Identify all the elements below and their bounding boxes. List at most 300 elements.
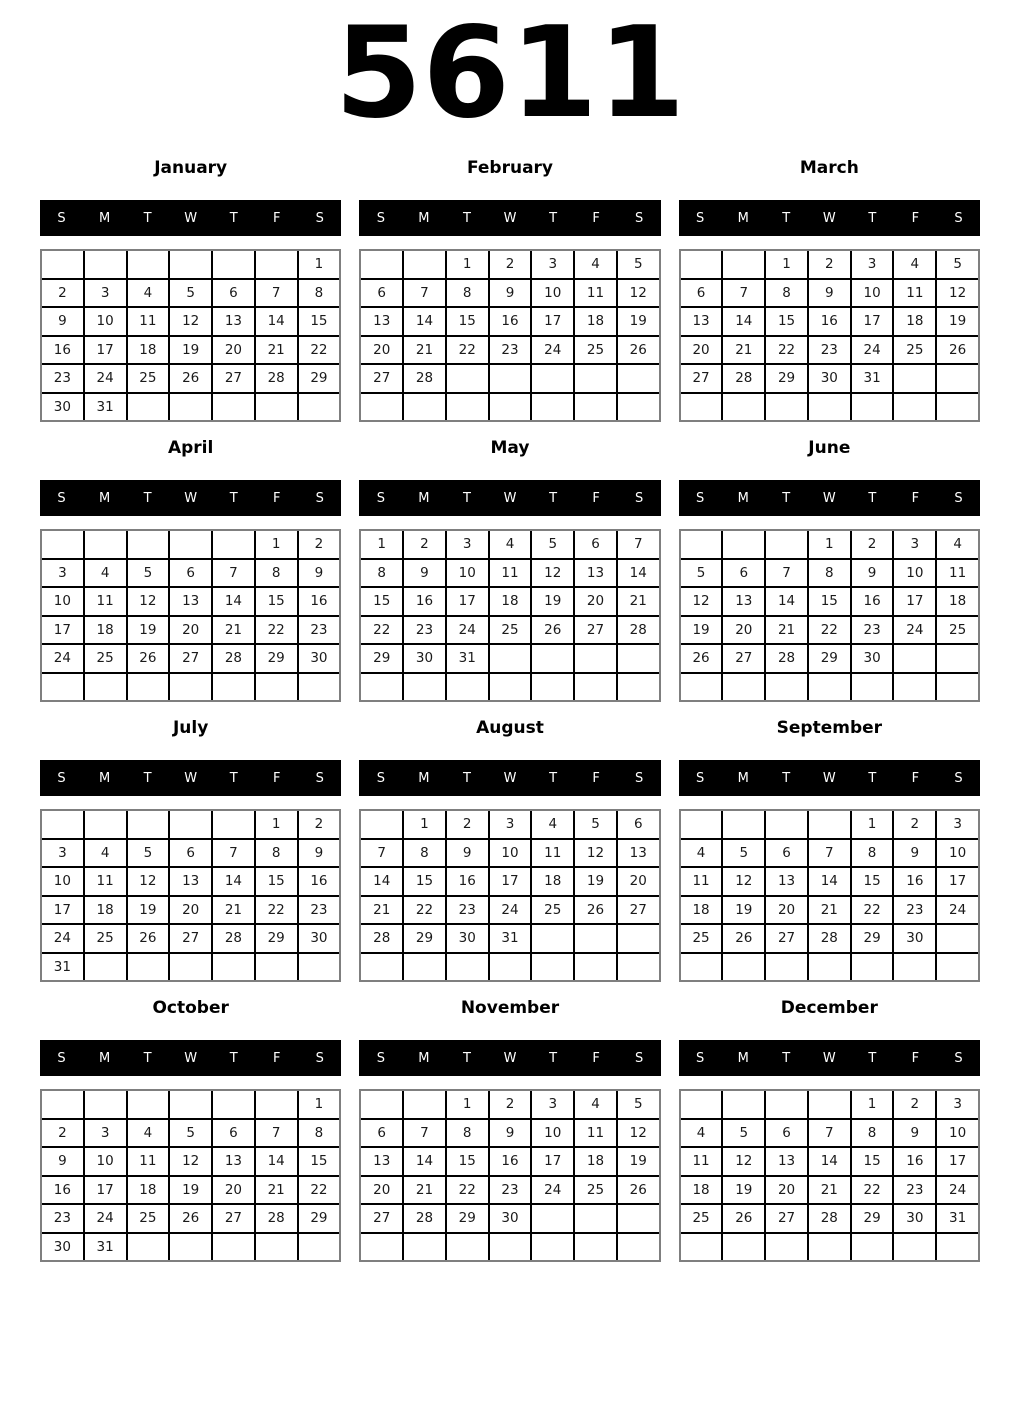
day-cell: 14 — [809, 1148, 850, 1175]
day-cell: 20 — [766, 1177, 807, 1204]
day-cell: 17 — [42, 617, 83, 644]
day-cell: 28 — [618, 617, 659, 644]
day-cell: 25 — [532, 897, 573, 924]
day-cell: 21 — [809, 1177, 850, 1204]
day-cell: 9 — [299, 560, 340, 587]
day-cell-empty — [85, 954, 126, 981]
day-cell: 22 — [299, 337, 340, 364]
day-cell: 22 — [809, 617, 850, 644]
day-cell: 9 — [404, 560, 445, 587]
day-cell: 26 — [723, 1205, 764, 1232]
day-cell: 29 — [256, 645, 297, 672]
weekday-label: F — [592, 770, 600, 786]
day-cell: 23 — [852, 617, 893, 644]
day-cell: 9 — [299, 840, 340, 867]
day-cell: 31 — [85, 1234, 126, 1261]
months-grid — [40, 156, 980, 1262]
day-cell: 27 — [681, 365, 722, 392]
day-cell: 11 — [85, 588, 126, 615]
day-cell-empty — [361, 251, 402, 278]
day-cell: 5 — [723, 1120, 764, 1147]
day-cell: 2 — [490, 1091, 531, 1118]
month-block — [679, 436, 980, 702]
day-cell: 13 — [361, 1148, 402, 1175]
day-cell: 2 — [42, 280, 83, 307]
day-cell: 28 — [809, 925, 850, 952]
day-cell: 11 — [937, 560, 978, 587]
day-cell: 9 — [894, 1120, 935, 1147]
day-cell: 15 — [299, 308, 340, 335]
day-cell: 3 — [490, 811, 531, 838]
weekday-label: M — [418, 490, 430, 506]
day-cell: 18 — [575, 1148, 616, 1175]
weekday-label: M — [418, 210, 430, 226]
day-cell: 28 — [256, 365, 297, 392]
weekday-label: T — [143, 210, 152, 226]
day-grid — [361, 1091, 658, 1260]
day-cell: 16 — [42, 337, 83, 364]
day-cell: 4 — [894, 251, 935, 278]
day-cell: 17 — [532, 1148, 573, 1175]
day-cell-empty — [170, 1091, 211, 1118]
day-cell: 25 — [85, 925, 126, 952]
day-cell-empty — [447, 954, 488, 981]
day-cell-empty — [575, 925, 616, 952]
day-cell: 14 — [618, 560, 659, 587]
day-cell: 25 — [128, 365, 169, 392]
day-cell: 10 — [42, 588, 83, 615]
day-cell-empty — [490, 674, 531, 701]
weekday-label: M — [418, 1050, 430, 1066]
day-cell: 4 — [575, 251, 616, 278]
day-cell: 27 — [361, 1205, 402, 1232]
day-cell: 12 — [681, 588, 722, 615]
day-cell-empty — [937, 394, 978, 421]
day-cell: 19 — [618, 1148, 659, 1175]
day-cell: 13 — [766, 868, 807, 895]
day-cell: 6 — [766, 1120, 807, 1147]
weekday-label: T — [868, 490, 877, 506]
day-cell: 1 — [766, 251, 807, 278]
day-cell-empty — [937, 674, 978, 701]
day-cell: 16 — [447, 868, 488, 895]
day-cell-empty — [532, 365, 573, 392]
weekday-label: T — [549, 490, 558, 506]
day-cell-empty — [213, 251, 254, 278]
weekday-label: M — [737, 490, 749, 506]
day-cell: 2 — [894, 1091, 935, 1118]
day-cell: 22 — [256, 617, 297, 644]
day-cell: 6 — [681, 280, 722, 307]
day-cell-empty — [575, 1205, 616, 1232]
day-cell: 11 — [681, 868, 722, 895]
day-cell-empty — [809, 1091, 850, 1118]
day-cell: 24 — [852, 337, 893, 364]
day-cell-empty — [447, 674, 488, 701]
weekday-label: S — [954, 770, 963, 786]
weekday-label: S — [376, 210, 385, 226]
day-cell-empty — [299, 674, 340, 701]
day-cell: 30 — [299, 645, 340, 672]
day-cell: 20 — [361, 337, 402, 364]
day-cell-empty — [404, 954, 445, 981]
day-grid — [361, 251, 658, 420]
weekday-label: F — [911, 770, 920, 786]
day-cell: 13 — [766, 1148, 807, 1175]
day-cell: 17 — [490, 868, 531, 895]
day-cell-empty — [766, 1091, 807, 1118]
day-cell: 12 — [723, 868, 764, 895]
month-calendar — [40, 1089, 341, 1262]
day-grid — [681, 531, 978, 700]
month-title: July — [172, 718, 209, 738]
weekday-label: T — [462, 770, 471, 786]
day-cell-empty — [937, 365, 978, 392]
day-cell: 2 — [852, 531, 893, 558]
day-cell: 17 — [532, 308, 573, 335]
day-cell-empty — [128, 1091, 169, 1118]
day-cell-empty — [894, 674, 935, 701]
day-cell-empty — [809, 811, 850, 838]
day-cell: 6 — [213, 1120, 254, 1147]
weekday-label: S — [57, 490, 66, 506]
day-cell-empty — [128, 531, 169, 558]
day-cell-empty — [852, 1234, 893, 1261]
day-cell: 17 — [852, 308, 893, 335]
day-cell-empty — [575, 365, 616, 392]
weekday-label: F — [911, 490, 920, 506]
day-cell: 3 — [42, 560, 83, 587]
day-cell-empty — [681, 811, 722, 838]
day-cell: 8 — [404, 840, 445, 867]
day-cell: 29 — [766, 365, 807, 392]
day-cell-empty — [490, 954, 531, 981]
day-cell: 25 — [490, 617, 531, 644]
day-cell: 12 — [128, 868, 169, 895]
weekday-label: F — [911, 210, 920, 226]
day-cell-empty — [213, 811, 254, 838]
weekday-label: S — [315, 210, 324, 226]
day-cell-empty — [42, 811, 83, 838]
weekday-header-band — [679, 760, 980, 796]
month-title: June — [808, 438, 851, 458]
day-cell: 19 — [618, 308, 659, 335]
day-cell: 27 — [575, 617, 616, 644]
day-cell: 22 — [766, 337, 807, 364]
day-cell: 30 — [852, 645, 893, 672]
day-cell: 17 — [85, 337, 126, 364]
day-cell-empty — [532, 925, 573, 952]
day-cell-empty — [361, 1234, 402, 1261]
day-cell-empty — [766, 954, 807, 981]
month-calendar — [679, 249, 980, 422]
day-cell-empty — [723, 674, 764, 701]
day-cell-empty — [723, 1234, 764, 1261]
day-cell: 23 — [42, 365, 83, 392]
day-cell: 5 — [170, 1120, 211, 1147]
weekday-label: W — [184, 770, 198, 786]
day-cell-empty — [128, 674, 169, 701]
day-cell: 17 — [447, 588, 488, 615]
day-cell: 17 — [937, 1148, 978, 1175]
weekday-label: S — [696, 210, 705, 226]
day-cell-empty — [447, 394, 488, 421]
day-cell: 19 — [128, 617, 169, 644]
day-cell: 27 — [618, 897, 659, 924]
day-cell: 23 — [490, 1177, 531, 1204]
month-block — [40, 436, 341, 702]
weekday-label: M — [737, 210, 749, 226]
day-cell: 11 — [128, 308, 169, 335]
day-cell: 6 — [361, 1120, 402, 1147]
day-cell: 11 — [490, 560, 531, 587]
day-cell-empty — [299, 1234, 340, 1261]
day-cell: 7 — [256, 1120, 297, 1147]
weekday-label: T — [549, 770, 558, 786]
day-cell: 16 — [42, 1177, 83, 1204]
day-cell: 31 — [42, 954, 83, 981]
day-cell: 18 — [532, 868, 573, 895]
weekday-label: F — [273, 490, 281, 506]
day-cell: 2 — [894, 811, 935, 838]
day-cell: 6 — [170, 840, 211, 867]
day-cell-empty — [937, 645, 978, 672]
day-cell: 17 — [85, 1177, 126, 1204]
day-cell: 15 — [447, 1148, 488, 1175]
day-cell: 23 — [894, 897, 935, 924]
day-cell: 8 — [809, 560, 850, 587]
day-cell: 18 — [85, 617, 126, 644]
weekday-label: F — [592, 490, 600, 506]
day-cell: 3 — [85, 280, 126, 307]
day-cell: 12 — [618, 280, 659, 307]
day-cell-empty — [170, 674, 211, 701]
day-cell: 5 — [128, 840, 169, 867]
day-cell-empty — [723, 394, 764, 421]
day-cell-empty — [852, 954, 893, 981]
day-cell: 27 — [213, 1205, 254, 1232]
day-cell: 14 — [809, 868, 850, 895]
day-cell: 9 — [42, 1148, 83, 1175]
day-cell: 19 — [681, 617, 722, 644]
day-cell: 30 — [299, 925, 340, 952]
day-cell-empty — [723, 954, 764, 981]
day-cell: 27 — [170, 645, 211, 672]
day-cell: 15 — [809, 588, 850, 615]
day-cell: 23 — [42, 1205, 83, 1232]
day-cell: 13 — [618, 840, 659, 867]
day-cell-empty — [894, 394, 935, 421]
weekday-label: T — [462, 1050, 471, 1066]
day-cell: 1 — [256, 811, 297, 838]
day-cell: 17 — [42, 897, 83, 924]
day-cell: 14 — [213, 588, 254, 615]
day-cell-empty — [490, 394, 531, 421]
day-cell: 3 — [937, 811, 978, 838]
day-cell: 29 — [852, 925, 893, 952]
day-cell: 28 — [723, 365, 764, 392]
day-cell: 3 — [532, 251, 573, 278]
day-cell: 12 — [937, 280, 978, 307]
day-cell-empty — [809, 394, 850, 421]
weekday-header-band — [40, 1040, 341, 1076]
day-cell: 20 — [361, 1177, 402, 1204]
day-cell: 2 — [299, 531, 340, 558]
day-cell: 22 — [361, 617, 402, 644]
day-cell: 2 — [490, 251, 531, 278]
weekday-header-band — [359, 480, 660, 516]
day-cell-empty — [299, 954, 340, 981]
day-cell-empty — [85, 811, 126, 838]
day-cell: 26 — [618, 1177, 659, 1204]
weekday-label: W — [184, 1050, 198, 1066]
day-cell: 11 — [85, 868, 126, 895]
day-cell: 30 — [42, 1234, 83, 1261]
day-cell: 20 — [170, 897, 211, 924]
month-block — [679, 156, 980, 422]
day-cell: 21 — [766, 617, 807, 644]
day-cell-empty — [361, 674, 402, 701]
month-title: May — [490, 438, 530, 458]
day-cell: 24 — [532, 1177, 573, 1204]
month-title: November — [460, 998, 560, 1018]
day-cell: 10 — [852, 280, 893, 307]
day-cell: 19 — [170, 1177, 211, 1204]
day-cell: 22 — [404, 897, 445, 924]
day-cell-empty — [213, 674, 254, 701]
day-cell: 3 — [894, 531, 935, 558]
month-block — [359, 716, 660, 982]
day-cell: 29 — [299, 1205, 340, 1232]
day-cell: 29 — [299, 365, 340, 392]
day-cell: 4 — [681, 840, 722, 867]
weekday-label: T — [868, 210, 877, 226]
weekday-header-band — [359, 760, 660, 796]
weekday-label: W — [503, 770, 517, 786]
day-cell: 23 — [404, 617, 445, 644]
weekday-label: S — [954, 490, 963, 506]
day-cell: 11 — [894, 280, 935, 307]
weekday-label: S — [315, 490, 324, 506]
weekday-label: T — [229, 1050, 238, 1066]
weekday-header-band — [359, 200, 660, 236]
day-cell: 7 — [618, 531, 659, 558]
day-cell: 4 — [128, 280, 169, 307]
day-cell: 9 — [42, 308, 83, 335]
day-cell-empty — [681, 1091, 722, 1118]
day-cell: 24 — [447, 617, 488, 644]
day-cell: 27 — [766, 1205, 807, 1232]
weekday-label: W — [822, 210, 836, 226]
day-cell: 5 — [128, 560, 169, 587]
day-cell: 18 — [937, 588, 978, 615]
day-cell-empty — [937, 925, 978, 952]
day-cell: 18 — [681, 1177, 722, 1204]
day-cell: 16 — [299, 588, 340, 615]
day-cell: 23 — [299, 897, 340, 924]
weekday-label: M — [98, 490, 111, 506]
day-cell: 24 — [42, 925, 83, 952]
day-cell-empty — [894, 954, 935, 981]
day-cell-empty — [532, 954, 573, 981]
day-cell: 26 — [170, 1205, 211, 1232]
month-title: October — [152, 998, 229, 1018]
day-cell: 31 — [937, 1205, 978, 1232]
day-cell: 14 — [723, 308, 764, 335]
day-cell: 5 — [937, 251, 978, 278]
day-cell-empty — [723, 811, 764, 838]
weekday-label: S — [376, 490, 385, 506]
day-cell: 14 — [213, 868, 254, 895]
day-cell: 14 — [766, 588, 807, 615]
month-title: August — [476, 718, 544, 738]
day-cell: 7 — [213, 560, 254, 587]
day-cell: 12 — [170, 1148, 211, 1175]
day-cell-empty — [256, 1091, 297, 1118]
day-cell: 5 — [723, 840, 764, 867]
weekday-label: S — [696, 490, 705, 506]
day-cell-empty — [128, 251, 169, 278]
month-calendar — [359, 1089, 660, 1262]
weekday-label: F — [273, 210, 281, 226]
day-cell: 28 — [766, 645, 807, 672]
day-cell-empty — [894, 1234, 935, 1261]
weekday-label: T — [143, 490, 152, 506]
day-cell: 30 — [404, 645, 445, 672]
weekday-label: T — [229, 490, 238, 506]
weekday-label: S — [954, 1050, 963, 1066]
day-cell: 28 — [361, 925, 402, 952]
day-cell: 20 — [170, 617, 211, 644]
day-cell-empty — [532, 394, 573, 421]
day-cell-empty — [128, 394, 169, 421]
weekday-header-band — [679, 480, 980, 516]
day-cell: 19 — [723, 1177, 764, 1204]
day-cell: 26 — [937, 337, 978, 364]
day-cell: 21 — [404, 1177, 445, 1204]
day-cell-empty — [681, 531, 722, 558]
day-cell-empty — [404, 394, 445, 421]
day-cell-empty — [213, 1234, 254, 1261]
day-cell: 5 — [532, 531, 573, 558]
month-calendar — [679, 1089, 980, 1262]
day-cell: 16 — [852, 588, 893, 615]
weekday-label: M — [98, 210, 111, 226]
day-cell-empty — [681, 674, 722, 701]
day-cell: 7 — [809, 840, 850, 867]
day-cell: 9 — [447, 840, 488, 867]
day-cell: 30 — [447, 925, 488, 952]
day-cell-empty — [766, 531, 807, 558]
day-cell-empty — [42, 531, 83, 558]
day-cell-empty — [447, 1234, 488, 1261]
day-cell-empty — [766, 674, 807, 701]
weekday-label: T — [868, 770, 877, 786]
day-cell: 12 — [723, 1148, 764, 1175]
day-cell: 23 — [894, 1177, 935, 1204]
weekday-label: S — [315, 770, 324, 786]
month-title: March — [799, 158, 859, 178]
day-grid — [42, 1091, 339, 1260]
day-cell: 14 — [256, 1148, 297, 1175]
day-cell: 29 — [809, 645, 850, 672]
day-cell: 8 — [852, 1120, 893, 1147]
weekday-header-band — [40, 480, 341, 516]
day-cell: 8 — [299, 280, 340, 307]
day-cell: 21 — [256, 1177, 297, 1204]
day-cell: 1 — [299, 1091, 340, 1118]
day-cell: 18 — [894, 308, 935, 335]
